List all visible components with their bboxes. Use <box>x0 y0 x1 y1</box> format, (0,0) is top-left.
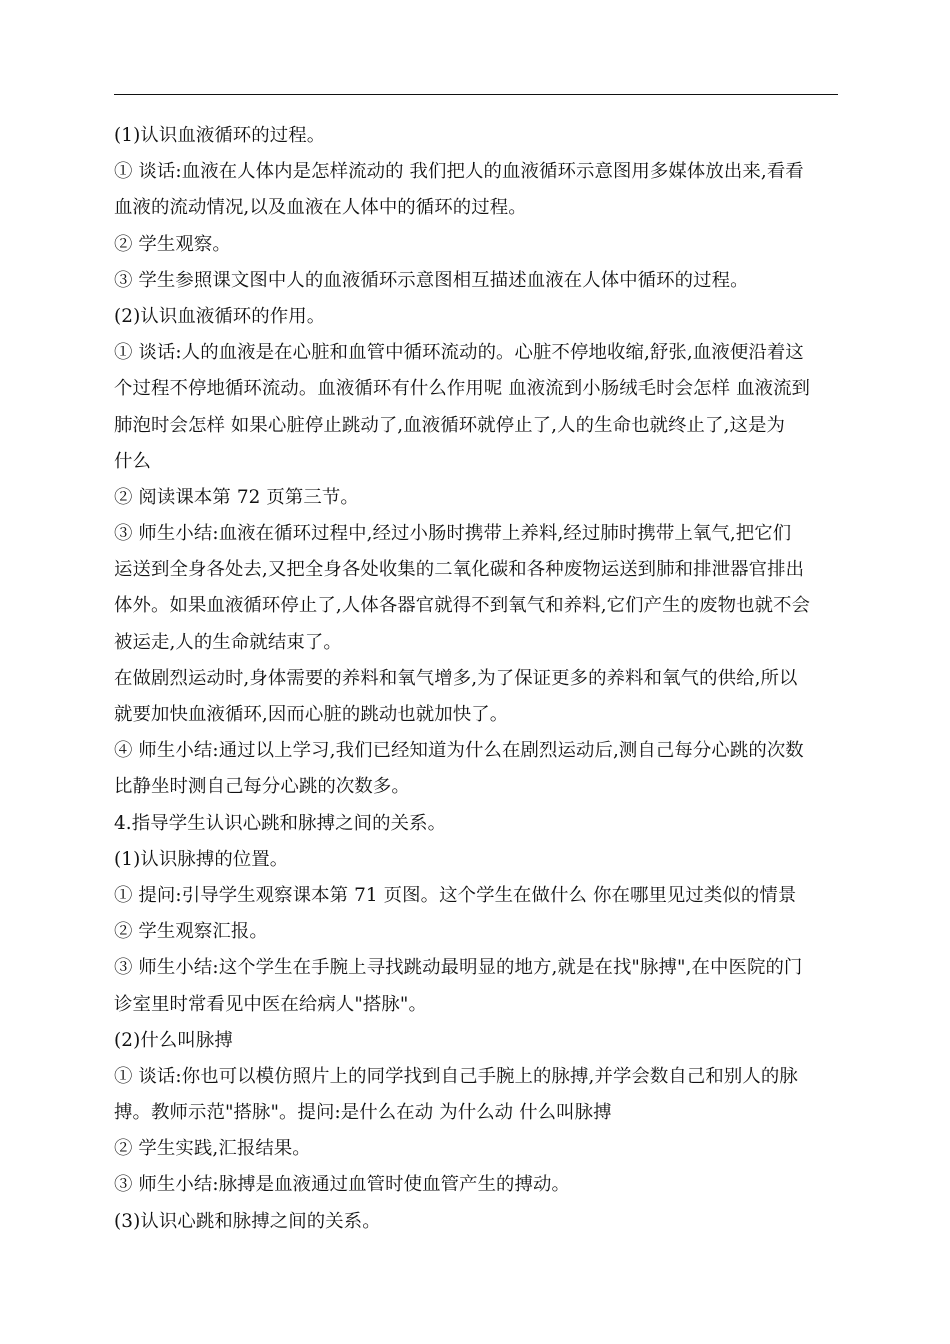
text-line: 体外。如果血液循环停止了,人体各器官就得不到氧气和养料,它们产生的废物也就不会 <box>114 595 811 617</box>
document-body <box>114 118 838 1240</box>
text-line: 运送到全身各处去,又把全身各处收集的二氧化碳和各种废物运送到肺和排泄器官排出 <box>114 559 805 581</box>
text-line: (2)什么叫脉搏 <box>114 1029 233 1051</box>
text-line: 什么 <box>114 450 151 472</box>
text-line: ② 学生实践,汇报结果。 <box>114 1138 311 1160</box>
text-line: 诊室里时常看见中医在给病人"搭脉"。 <box>114 993 427 1015</box>
text-line: 被运走,人的生命就结束了。 <box>114 631 342 653</box>
text-line: ④ 师生小结:通过以上学习,我们已经知道为什么在剧烈运动后,测自己每分心跳的次数 <box>114 740 804 762</box>
text-line: ① 谈话:人的血液是在心脏和血管中循环流动的。心脏不停地收缩,舒张,血液便沿着这 <box>114 342 804 364</box>
text-line: (2)认识血液循环的作用。 <box>114 305 326 327</box>
text-line: ① 谈话:血液在人体内是怎样流动的 我们把人的血液循环示意图用多媒体放出来,看看 <box>114 161 804 183</box>
header-rule <box>114 94 838 95</box>
text-line: (3)认识心跳和脉搏之间的关系。 <box>114 1210 381 1232</box>
text-line: ② 学生观察汇报。 <box>114 921 268 943</box>
text-line: (1)认识血液循环的过程。 <box>114 125 326 146</box>
text-line: ③ 师生小结:这个学生在手腕上寻找跳动最明显的地方,就是在找"脉搏",在中医院的门 <box>114 957 803 979</box>
text-line: ② 学生观察。 <box>114 233 231 255</box>
text-line: 血液的流动情况,以及血液在人体中的循环的过程。 <box>114 197 527 219</box>
text-line: ① 谈话:你也可以模仿照片上的同学找到自己手腕上的脉搏,并学会数自己和别人的脉 <box>114 1065 798 1087</box>
text-line: ③ 师生小结:脉搏是血液通过血管时使血管产生的搏动。 <box>114 1174 571 1196</box>
text-line: ② 阅读课本第 72 页第三节。 <box>114 486 359 508</box>
text-line: ③ 学生参照课文图中人的血液循环示意图相互描述血液在人体中循环的过程。 <box>114 269 749 291</box>
text-line: 个过程不停地循环流动。血液循环有什么作用呢 血液流到小肠绒毛时会怎样 血液流到 <box>114 378 811 400</box>
text-line: (1)认识脉搏的位置。 <box>114 848 289 870</box>
text-line: 在做剧烈运动时,身体需要的养料和氧气增多,为了保证更多的养料和氧气的供给,所以 <box>114 667 798 689</box>
text-line: ③ 师生小结:血液在循环过程中,经过小肠时携带上养料,经过肺时携带上氧气,把它们 <box>114 523 792 545</box>
text-line: 4.指导学生认识心跳和脉搏之间的关系。 <box>114 812 447 834</box>
text-line: 就要加快血液循环,因而心脏的跳动也就加快了。 <box>114 704 509 725</box>
text-line: 搏。教师示范"搭脉"。提问:是什么在动 为什么动 什么叫脉搏 <box>114 1102 612 1124</box>
text-line: ① 提问:引导学生观察课本第 71 页图。这个学生在做什么 你在哪里见过类似的情景 <box>114 884 797 906</box>
text-line: 肺泡时会怎样 如果心脏停止跳动了,血液循环就停止了,人的生命也就终止了,这是为 <box>114 414 785 436</box>
text-line: 比静坐时测自己每分心跳的次数多。 <box>114 776 410 798</box>
